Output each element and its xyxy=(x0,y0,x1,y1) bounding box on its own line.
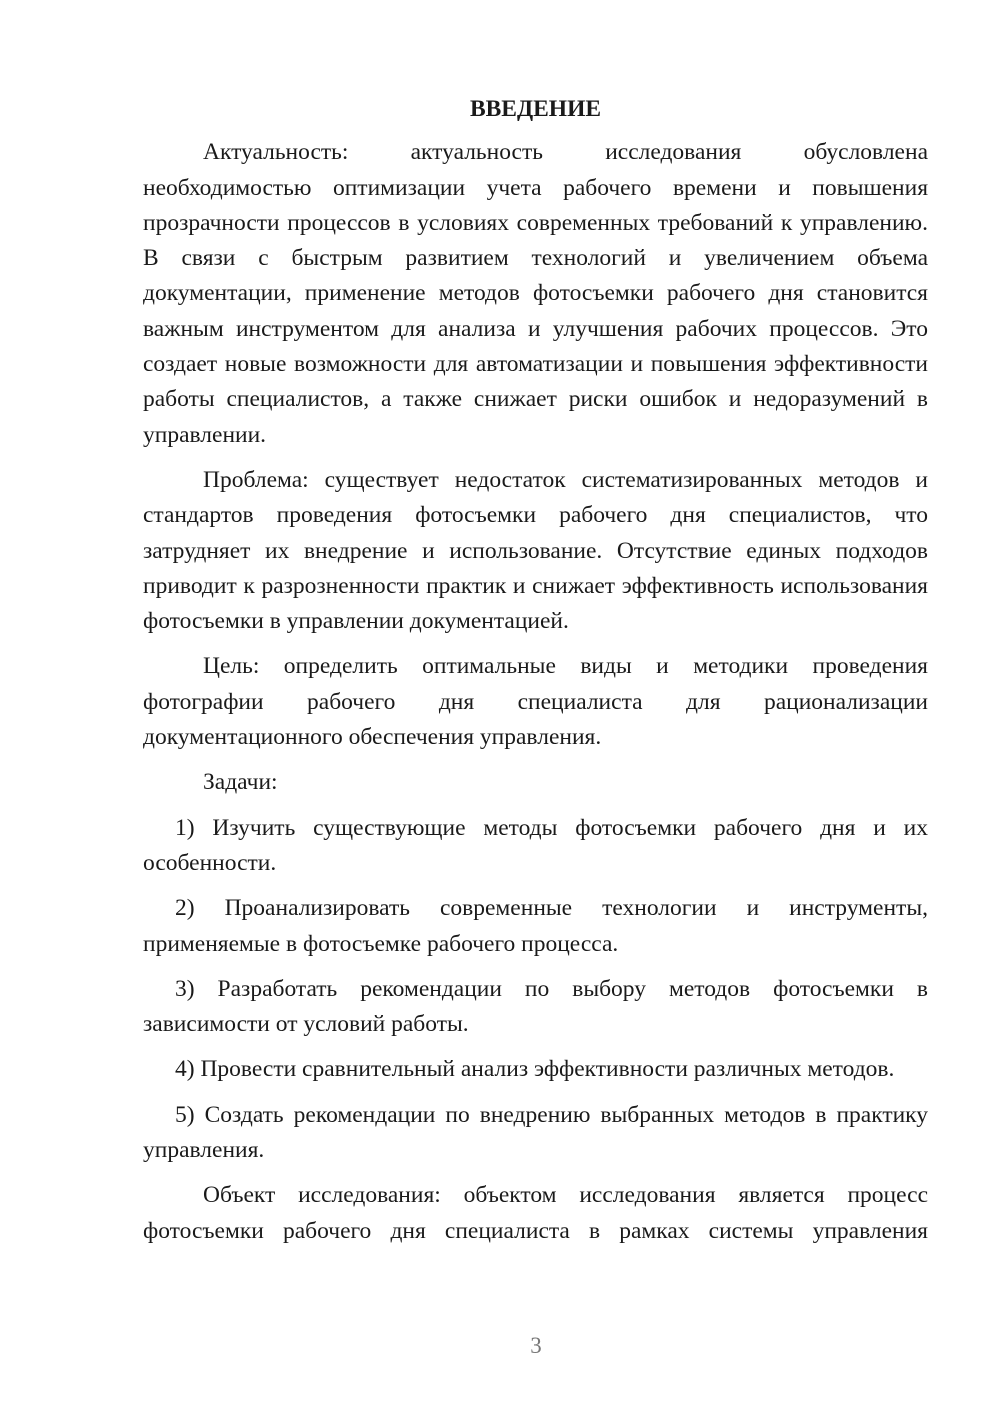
task-item-4: 4) Провести сравнительный анализ эффективности различных методов. xyxy=(175,1056,895,1083)
task-item-3: 3) Разработать рекомендации по выбору методов фотосъемки в зависимости от условий работы. xyxy=(143,975,928,1038)
paragraph-tasks-heading: Задачи: xyxy=(203,769,278,796)
paragraph-object: Объект исследования: объектом исследования является процесс фотосъемки рабочего дня специалиста в рамках системы управления xyxy=(143,1182,928,1244)
task-item-5: 5) Создать рекомендации по внедрению выбранных методов в практику управления. xyxy=(143,1101,928,1164)
paragraph-goal: Цель: определить оптимальные виды и методики проведения фотографии рабочего дня специалиста для рационализации документационного обеспечения управления. xyxy=(143,653,928,751)
page-number: 3 xyxy=(530,1333,542,1358)
paragraph-problem: Проблема: существует недостаток систематизированных методов и стандартов проведения фотосъемки рабочего дня специалистов, что затрудняет их внедрение и использование. Отсутствие единых подходов приводит к разрозненности практик и снижает эффективность использования фотосъемки в управлении документацией. xyxy=(143,466,928,635)
task-item-2: 2) Проанализировать современные технологии и инструменты, применяемые в фотосъемке рабочего процесса. xyxy=(143,895,928,957)
paragraph-relevance: Актуальность: актуальность исследования обусловлена необходимостью оптимизации учета рабочего времени и повышения прозрачности процессов в условиях современных требований к управлению. В связи с быстрым развитием технологий и увеличением объема документации, применение методов фотосъемки рабочего дня становится важным инструментом для анализа и улучшения рабочих процессов. Это создает новые возможности для автоматизации и повышения эффективности работы специалистов, а также снижает риски ошибок и недоразумений в управлении. xyxy=(143,139,928,448)
task-item-1: 1) Изучить существующие методы фотосъемки рабочего дня и их особенности. xyxy=(143,814,928,876)
document-body xyxy=(143,92,928,1249)
section-title: ВВЕДЕНИЕ xyxy=(469,96,602,122)
